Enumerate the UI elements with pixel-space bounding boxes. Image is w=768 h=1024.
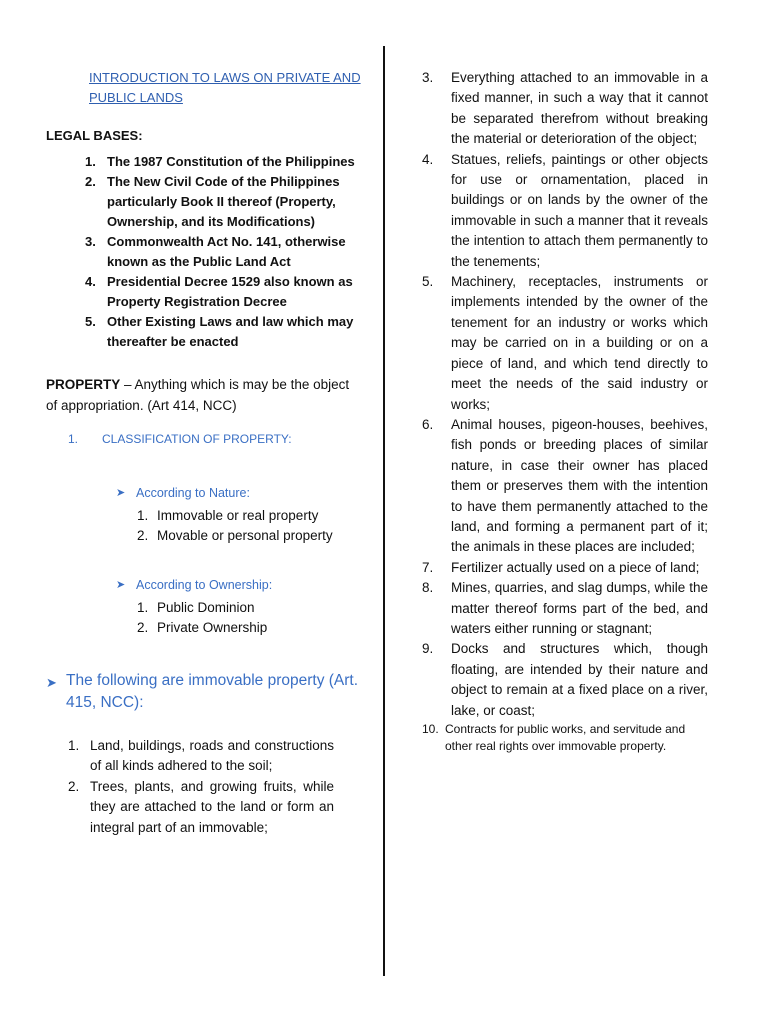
list-text: Public Dominion: [157, 600, 255, 615]
list-text: Everything attached to an immovable in a fixed manner, in such a way that it cannot be separated therefrom without breaking the material or deterioration of the object;: [451, 70, 708, 147]
list-item: [68, 777, 334, 838]
list-text: The 1987 Constitution of the Philippines: [107, 154, 355, 169]
list-item: [137, 598, 362, 618]
list-item: [137, 618, 362, 638]
list-number: 1.: [137, 508, 149, 523]
list-text: Land, buildings, roads and constructions of all kinds adhered to the soil;: [90, 738, 334, 774]
property-definition: [46, 374, 362, 416]
list-item: [85, 172, 362, 232]
list-text: Contracts for public works, and servitude and other real rights over immovable property.: [445, 722, 686, 753]
list-text: Animal houses, pigeon-houses, beehives, fish ponds or breeding places of similar nature, in case their owner has placed them or preserves them with the intention to have them permanently attached to the land, and forming a permanent part of it; the animals in these places are included;: [451, 416, 708, 555]
arrow-bullet-icon: ➤: [46, 675, 57, 690]
right-column: [422, 68, 710, 754]
list-item: [422, 639, 708, 721]
immovable-heading: [46, 670, 362, 714]
list-item: [422, 558, 708, 578]
list-item: [422, 721, 708, 754]
list-item: [68, 736, 334, 777]
property-term: PROPERTY: [46, 377, 121, 392]
list-text: Movable or personal property: [157, 528, 333, 543]
ownership-list: [137, 598, 362, 638]
list-number: 10.: [422, 722, 439, 736]
classification-title: CLASSIFICATION OF PROPERTY:: [102, 432, 292, 446]
list-number: 8.: [422, 580, 434, 596]
list-text: Machinery, receptacles, instruments or implements intended by the owner of the tenement for an industry or works which may be carried on in a building or on a piece of land, and which tend directly to meet the needs of the said industry or works;: [451, 274, 708, 412]
list-number: 1.: [68, 738, 80, 753]
list-text: Commonwealth Act No. 141, otherwise known as the Public Land Act: [107, 234, 346, 269]
list-text: Fertilizer actually used on a piece of land;: [451, 559, 700, 575]
list-item: [137, 526, 362, 546]
list-item: [422, 415, 708, 558]
list-item: [137, 506, 362, 526]
list-text: The New Civil Code of the Philippines particularly Book II thereof (Property, Ownership, and its Modifications): [107, 174, 340, 229]
property-text: – Anything which is may be the object of appropriation. (Art 414, NCC): [46, 377, 350, 413]
list-item: [422, 578, 708, 639]
arrow-bullet-icon: ➤: [116, 487, 126, 499]
arrow-bullet-icon: ➤: [116, 579, 126, 591]
list-number: 2.: [137, 620, 149, 635]
list-number: 3.: [422, 70, 434, 85]
immovable-list-right: [422, 68, 708, 754]
list-number: 7.: [422, 559, 434, 575]
classification-heading: [46, 430, 362, 448]
nature-list: [137, 506, 362, 546]
list-number: 5.: [85, 314, 96, 329]
list-number: 4.: [85, 274, 96, 289]
list-text: Statues, reliefs, paintings or other objects for use or ornamentation, placed in buildings or on lands by the owner of the immovable in such a manner that it reveals the intention to attach them permanently to the tenements;: [451, 151, 708, 269]
list-number: 4.: [422, 151, 434, 167]
list-text: Other Existing Laws and law which may thereafter be enacted: [107, 314, 354, 349]
list-number: 1.: [137, 600, 149, 615]
ownership-heading: [116, 576, 362, 594]
list-number: 5.: [422, 274, 434, 290]
list-item: [85, 312, 362, 352]
list-number: 2.: [68, 778, 80, 794]
list-item: [85, 152, 362, 172]
legal-bases-heading: LEGAL BASES:: [46, 128, 143, 143]
list-item: [85, 272, 362, 312]
ownership-title: According to Ownership:: [136, 578, 273, 592]
nature-heading: [116, 484, 362, 502]
immovable-title: The following are immovable property (Art. 415, NCC):: [66, 672, 359, 711]
column-divider: [383, 46, 385, 976]
left-column: [46, 68, 362, 838]
document-title: INTRODUCTION TO LAWS ON PRIVATE AND PUBLIC LANDS: [89, 70, 361, 105]
nature-title: According to Nature:: [136, 486, 250, 500]
immovable-list-left: [68, 736, 334, 838]
list-item: [422, 68, 708, 150]
list-item: [422, 150, 708, 272]
list-text: Trees, plants, and growing fruits, while they are attached to the land or form an integral part of an immovable;: [90, 778, 334, 835]
list-text: Mines, quarries, and slag dumps, while the matter thereof forms part of the bed, and waters either running or stagnant;: [451, 580, 708, 636]
list-number: 9.: [422, 641, 434, 657]
list-item: [85, 232, 362, 272]
legal-bases-list: [85, 152, 362, 352]
list-text: Presidential Decree 1529 also known as Property Registration Decree: [107, 274, 353, 309]
list-text: Immovable or real property: [157, 508, 319, 523]
list-number: 3.: [85, 234, 96, 249]
list-number: 1.: [85, 154, 96, 169]
list-text: Docks and structures which, though floating, are intended by their nature and object to remain at a fixed place on a river, lake, or coast;: [451, 641, 708, 718]
list-number: 2.: [85, 174, 96, 189]
list-text: Private Ownership: [157, 620, 268, 635]
list-item: [422, 272, 708, 415]
classification-number: 1.: [68, 432, 79, 446]
list-number: 2.: [137, 528, 149, 543]
list-number: 6.: [422, 416, 434, 432]
